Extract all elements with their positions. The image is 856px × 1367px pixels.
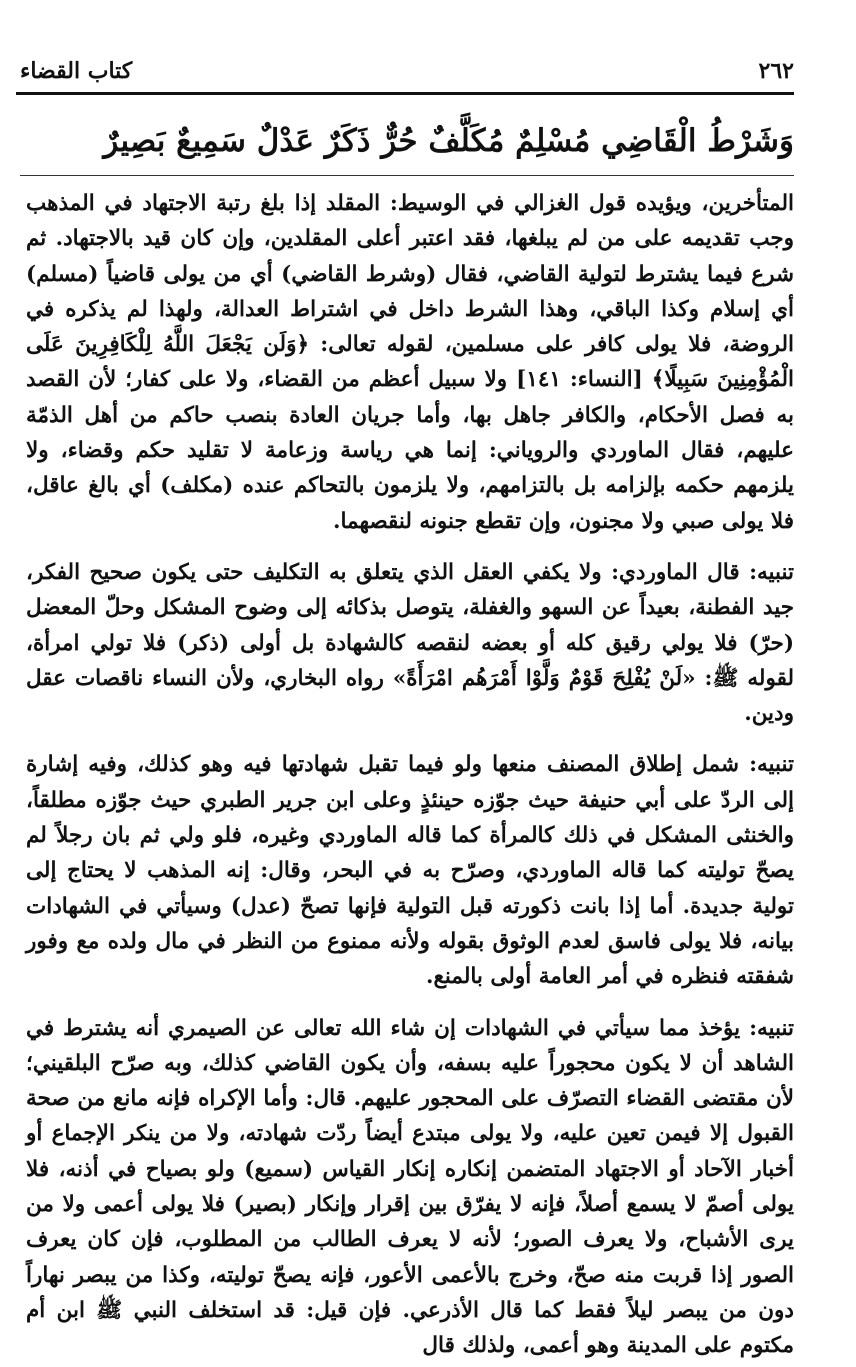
paragraph: المتأخرين، ويؤيده قول الغزالي في الوسيط: المقلد إذا بلغ رتبة الاجتهاد في المذهب وجب تقديمه على من لم يبلغها، فقد اعتبر أعلى المقلدين، وإن كان قيد بالاجتهاد. ثم شرع فيما يشترط لتولية القاضي، فقال (وشرط القاضي) أي من يولى قاضياً (مسلم) أي إسلام وكذا الباقي، وهذا الشرط داخل في اشتراط العدالة، ولهذا لم يذكره في الروضة، فلا يولى كافر على مسلمين، لقوله تعالى: ﴿وَلَن يَجْعَلَ اللَّهُ لِلْكَافِرِينَ عَلَى الْمُؤْمِنِينَ سَبِيلًا﴾ [النساء: ١٤١] ولا سبيل أعظم من القضاء، ولا على كفار؛ لأن القصد به فصل الأحكام، والكافر جاهل بها، وأما جريان العادة بنصب حاكم من أهل الذمّة عليهم، فقال الماوردي والروياني: إنما هي رياسة وزعامة لا تقليد حكم وقضاء، ولا يلزمهم حكمه بإلزامه بل بالتزامهم، ولا يلزمون بالتحاكم عنده (مكلف) أي بالغ عاقل، فلا يولى صبي ولا مجنون، وإن تقطع جنونه لنقصهما. xyxy=(26,191,794,534)
running-title: كتاب القضاء xyxy=(20,58,133,84)
page-header xyxy=(20,52,794,88)
commentary-body xyxy=(26,186,794,1364)
header-rule xyxy=(16,92,794,95)
paragraph: تنبيه: قال الماوردي: ولا يكفي العقل الذي يتعلق به التكليف حتى يكون صحيح الفكر، جيد الفطنة، بعيداً عن السهو والغفلة، يتوصل بذكائه إلى وضوح المشكل وحلّ المعضل (حرّ) فلا يولي رقيق كله أو بعضه لنقصه كالشهادة بل أولى (ذكر) فلا تولي امرأة، لقوله ﷺ: «لَنْ يُفْلِحَ قَوْمٌ وَلَّوْا أَمْرَهُم امْرَأَةً» رواه البخاري، ولأن النساء ناقصات عقل ودين. xyxy=(26,559,794,727)
matn-text: وَشَرْطُ الْقَاضِي مُسْلِمٌ مُكَلَّفٌ حُرٌّ ذَكَرٌ عَدْلٌ سَمِيعٌ بَصِيرٌ xyxy=(103,123,794,159)
page-number: ٢٦٢ xyxy=(758,58,794,84)
matn-divider xyxy=(20,175,794,176)
paragraph: تنبيه: شمل إطلاق المصنف منعها ولو فيما تقبل شهادتها فيه وهو كذلك، وفيه إشارة إلى الردّ على أبي حنيفة حيث جوّزه حينئذٍ وعلى ابن جرير الطبري حيث جوّزه مطلقاً، والخنثى المشكل في ذلك كالمرأة كما قاله الماوردي وغيره، فلو ولي ثم بان رجلاً لم يصحّ توليته كما قاله الماوردي، وصرّح به في البحر، وقال: إنه المذهب لا يحتاج إلى تولية جديدة. أما إذا بانت ذكورته قبل التولية فإنها تصحّ (عدل) وسيأتي في الشهادات بيانه، فلا يولى فاسق لعدم الوثوق بقوله ولأنه ممنوع من النظر في مال ولده مع وفور شفقته فنظره في أمر العامة أولى بالمنع. xyxy=(26,752,794,990)
paragraph: تنبيه: يؤخذ مما سيأتي في الشهادات إن شاء الله تعالى عن الصيمري أنه يشترط في الشاهد أن لا يكون محجوراً عليه بسفه، وأن يكون القاضي كذلك، وبه صرّح البلقيني؛ لأن مقتضى القضاء التصرّف على المحجور عليهم. قال: وأما الإكراه فإنه مانع من صحة القبول إلا فيمن تعين عليه، ولا يولى مبتدع أيضاً ردّت شهادته، ولا من ينكر الإجماع أو أخبار الآحاد أو الاجتهاد المتضمن إنكاره إنكار القياس (سميع) ولو بصياح في أذنه، فلا يولى أصمّ لا يسمع أصلاً، فإنه لا يفرّق بين إقرار وإنكار (بصير) فلا يولى أعمى ولا من يرى الأشباح، ولا يعرف الصور؛ لأنه لا يعرف الطالب من المطلوب، فإن كان يعرف الصور إذا قربت منه صحّ، وخرج بالأعمى الأعور، فإنه يصحّ توليته، وكذا من يبصر نهاراً دون من يبصر ليلاً فقط كما قال الأذرعي. فإن قيل: قد استخلف النبي ﷺ ابن أم مكتوم على المدينة وهو أعمى، ولذلك قال xyxy=(26,1015,794,1359)
